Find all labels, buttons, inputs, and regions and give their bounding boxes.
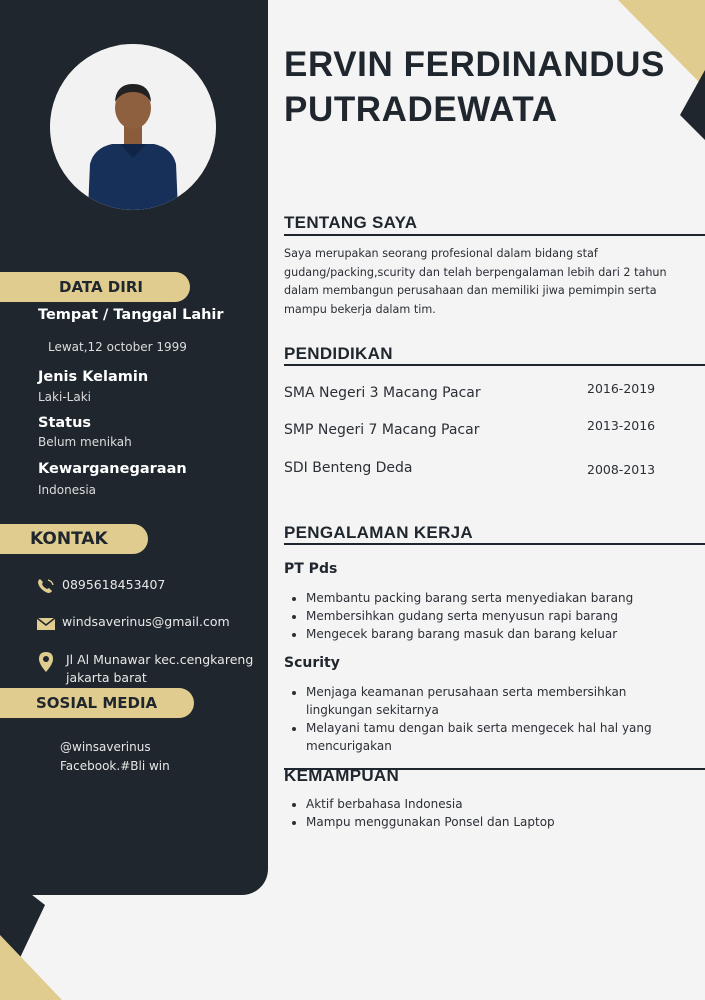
status-value: Belum menikah	[38, 435, 132, 449]
location-pin-icon	[36, 651, 56, 673]
about-divider	[284, 234, 705, 236]
email-text[interactable]: windsaverinus@gmail.com	[62, 614, 230, 629]
candidate-name	[284, 42, 684, 132]
education-years-3: 2008-2013	[587, 462, 656, 477]
citizenship-value: Indonesia	[38, 483, 97, 497]
job-2-duties	[284, 683, 676, 755]
section-pill-sosial-media: SOSIAL MEDIA	[0, 688, 194, 718]
skills-list	[284, 795, 705, 831]
about-title: TENTANG SAYA	[284, 213, 418, 232]
social-media-list	[60, 738, 170, 776]
status-label: Status	[38, 415, 92, 431]
education-school-2: SMP Negeri 7 Macang Pacar	[284, 422, 480, 438]
list-item: • Aktif berbahasa Indonesia	[306, 795, 705, 813]
about-text: Saya merupakan seorang profesional dalam bidang staf gudang/packing,scurity dan telah berpengalaman lebih dari 2 tahun dalam membangun perusahaan dan memiliki jiwa pemimpin serta mampu bekerja dalam tim.	[284, 247, 667, 316]
education-title: PENDIDIKAN	[284, 344, 393, 363]
experience-title: PENGALAMAN KERJA	[284, 523, 473, 542]
name-line-1: ERVIN FERDINANDUS	[284, 45, 665, 84]
section-pill-data-diri: DATA DIRI	[0, 272, 190, 302]
list-item: • Membersihkan gudang serta menyusun rapi barang	[306, 607, 705, 625]
birth-value: Lewat,12 october 1999	[48, 340, 187, 354]
job-title-1: PT Pds	[284, 561, 338, 577]
phone-text[interactable]: 0895618453407	[62, 577, 166, 592]
education-years-2: 2013-2016	[587, 418, 656, 433]
job-title-2: Scurity	[284, 655, 340, 671]
address-line-2: jakarta barat	[66, 670, 147, 685]
birth-label: Tempat / Tanggal Lahir	[38, 307, 224, 323]
gender-value: Laki-Laki	[38, 390, 91, 404]
sidebar	[0, 0, 268, 895]
contact-phone	[36, 577, 165, 595]
list-item: • Melayani tamu dengan baik serta mengecek hal hal yang mencurigakan	[306, 719, 676, 755]
experience-divider	[284, 543, 705, 545]
list-item: • Menjaga keamanan perusahaan serta membersihkan lingkungan sekitarnya	[306, 683, 676, 719]
list-item: • Mampu menggunakan Ponsel dan Laptop	[306, 813, 705, 831]
citizenship-label: Kewarganegaraan	[38, 461, 187, 477]
job-1-duties	[284, 589, 705, 643]
profile-photo	[50, 44, 216, 210]
list-item: • Membantu packing barang serta menyediakan barang	[306, 589, 705, 607]
contact-address	[36, 651, 253, 687]
education-school-1: SMA Negeri 3 Macang Pacar	[284, 385, 481, 401]
section-pill-kontak: KONTAK	[0, 524, 148, 554]
name-line-2: PUTRADEWATA	[284, 90, 558, 129]
skills-title: KEMAMPUAN	[284, 766, 400, 785]
address-line-1: Jl Al Munawar kec.cengkareng	[66, 652, 254, 667]
education-school-3: SDI Benteng Deda	[284, 460, 413, 476]
mail-icon	[36, 614, 56, 632]
gender-label: Jenis Kelamin	[38, 369, 149, 385]
social-handle[interactable]: @winsaverinus	[60, 740, 151, 754]
contact-email	[36, 614, 230, 632]
phone-icon	[36, 577, 56, 595]
education-divider	[284, 364, 705, 366]
social-facebook[interactable]: Facebook.#Bli win	[60, 759, 170, 773]
education-years-1: 2016-2019	[587, 381, 656, 396]
list-item: • Mengecek barang barang masuk dan barang keluar	[306, 625, 705, 643]
